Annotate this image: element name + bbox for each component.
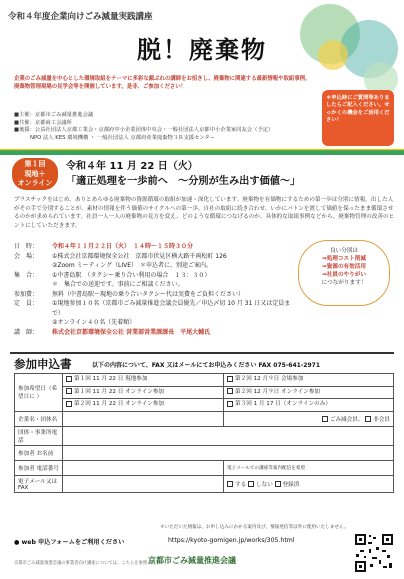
- company-field[interactable]: [63, 411, 224, 426]
- checkbox[interactable]: [248, 481, 254, 487]
- session-option[interactable]: 第２回 12 月９日 オンライン参加: [224, 386, 394, 399]
- session-details: [14, 242, 294, 337]
- checkbox[interactable]: [66, 401, 72, 407]
- green-divider: [0, 149, 404, 156]
- detail-row: 集 合： ①中書島駅 （タクシー乗り合い利用の場合 １３：３０）: [14, 271, 211, 279]
- email-label: 電子メール又は FAX: [15, 475, 63, 492]
- form-divider: [10, 352, 394, 354]
- detail-row: 会 場： ①株式会社京都環境保全公社 京都市伏見区横大路千両松町 126: [14, 252, 227, 260]
- session-option[interactable]: 第１回 11 月 22 日 現地参加: [63, 374, 224, 387]
- course-series-title: 令和４年度企業向けごみ減量実践講座: [8, 12, 153, 22]
- attendee-label: 参加者 お名前: [15, 445, 63, 460]
- membership-options: ごみ減会員、 非会員: [224, 411, 394, 426]
- form-instruction: 以下の内容について、FAX 又はメールにてお申込みください FAX 075-641-2971: [92, 362, 320, 369]
- dept-field[interactable]: [63, 426, 394, 445]
- host-org: ■主催：京都市ごみ減量推進会議: [14, 112, 94, 118]
- co-host-org: ■共催：京都商工会議所: [14, 119, 72, 126]
- session-badge: 第１回 現地＋ オンライン: [12, 158, 58, 190]
- application-form: [14, 373, 394, 493]
- detail-row: 日 時： 令和４年１１月２２日（火） １４時～１５時３０分: [14, 243, 194, 250]
- benefit-bubble: 良い分別は ⇒処理コスト削減 ⇒資源の有効活用 ⇒社員のやりがい につながります！: [298, 240, 390, 306]
- support-orgs: ■後援：公益社団法人京都工業会・京都府中小企業団体中央会・一般社団法人京都中小企業家同友会（予定）: [14, 127, 274, 134]
- checkbox[interactable]: [322, 416, 328, 422]
- sessions-label: 参加希望日（希望日に ）: [15, 374, 63, 412]
- session-title: 「適正処理を一歩前へ ～分別が生み出す価値～」: [66, 176, 301, 187]
- checkbox[interactable]: [365, 416, 371, 422]
- detail-row: ②Zoom ミーティング（LIVE） ＊申込者に、別途ご案内。: [52, 262, 212, 269]
- qr-code-icon: [354, 533, 394, 573]
- main-title: 脱！廃棄物: [137, 36, 267, 64]
- newsletter-option: 電子メールでの講座等案内配信を希望: [224, 460, 394, 475]
- web-form-label: ● web 申込フォームをご利用ください: [14, 539, 125, 546]
- detail-row: 講 師： 株式会社京都環境保全公社 営業部営業課課長 平尾大輔氏: [14, 328, 211, 336]
- checkbox[interactable]: [275, 481, 281, 487]
- session-option[interactable]: 第２回 12 月９日 会場参加: [224, 374, 394, 387]
- session-date: 令和４年 11 月 22 日（火）: [66, 161, 198, 172]
- footer-note: 京都市ごみ減量推進会議の事業者向け講座については、こちらを参照ください。: [14, 561, 169, 566]
- session-option[interactable]: 第３回 1 月 17 日（オンラインのみ）: [224, 399, 394, 412]
- form-title: 参加申込書: [14, 357, 72, 371]
- checkbox[interactable]: [66, 376, 72, 382]
- email-field[interactable]: [63, 475, 224, 492]
- checkbox[interactable]: [227, 376, 233, 382]
- form-url[interactable]: https://kyoto-gomigen.jp/works/305.html: [168, 537, 295, 544]
- intro-text: 企業のごみ減量を中心とした環境取組をテーマに多彩な顔ぶれの講師をお招きし、廃棄物に関連する最新情報や取組事例、廃棄物管理現場の見学会等を開催しています。是非、ご参加ください！: [14, 76, 311, 90]
- phone-label: 参加者 電話番号: [15, 460, 63, 475]
- detail-row: ②オンライン４０名（先着順）: [52, 319, 136, 326]
- checkbox[interactable]: [227, 388, 233, 394]
- session-description: プラスチックをはじめ、ありとあらゆる廃棄物の資源循環の取組が加速・深化しています。廃棄物を有価物にするための第一歩は分別に情報。出した人がその手で分別することが、素材の情報を伴う価値のサイクルへの第一歩。自社の取組に続き合わせ、いかにバトンを渡して価値を保ったまま循環させるのかが求められています。社員一人一人の廃棄物の見方を変え、どのような循環につなげるのか。具体的な取組事例などから、廃棄物管理の改善のヒントにしていただきます。: [14, 197, 395, 229]
- detail-row: ＊ 集合での送迎です。事前にご相談ください。: [52, 281, 184, 288]
- detail-row: 参加費： 無料（中書島駅～現地の乗り合いタクシー代は実費をご負担ください）: [14, 290, 245, 298]
- checkbox[interactable]: [227, 481, 233, 487]
- session-option[interactable]: 第２回 11 月 22 日 オンライン参加: [63, 399, 224, 412]
- privacy-note: ＊いただいた情報は、お申し込みにかかる案内及び、情報発信等以外に使用いたしません。: [160, 525, 349, 530]
- dept-label: 団体・事業所電話: [15, 426, 63, 445]
- checkbox[interactable]: [66, 388, 72, 394]
- phone-field[interactable]: [63, 460, 224, 475]
- newsletter-choices: する しない 登録済: [224, 475, 394, 492]
- support-orgs-2: NPO 法人 KES 環境機構 ・ 一般社団法人 京都府産業廃棄物３Ｒ支援センター: [30, 134, 216, 141]
- question-callout: ＊申込時にご質問等ありましたらご記入ください。せっかくの機会をご活用ください！: [322, 90, 394, 146]
- company-label: 企業名・団体名: [15, 411, 63, 426]
- checkbox[interactable]: [227, 401, 233, 407]
- session-option[interactable]: 第１回 11 月 22 日 オンライン参加: [63, 386, 224, 399]
- organization-logo-text: 京都市ごみ減量推進会議: [148, 556, 236, 565]
- detail-row: 定 員： ①現地参加１０名（京都市ごみ減量推進会議会員優先／申込〆切 10 月 31 日又は定員まで）: [14, 300, 291, 317]
- attendee-field[interactable]: [63, 445, 394, 460]
